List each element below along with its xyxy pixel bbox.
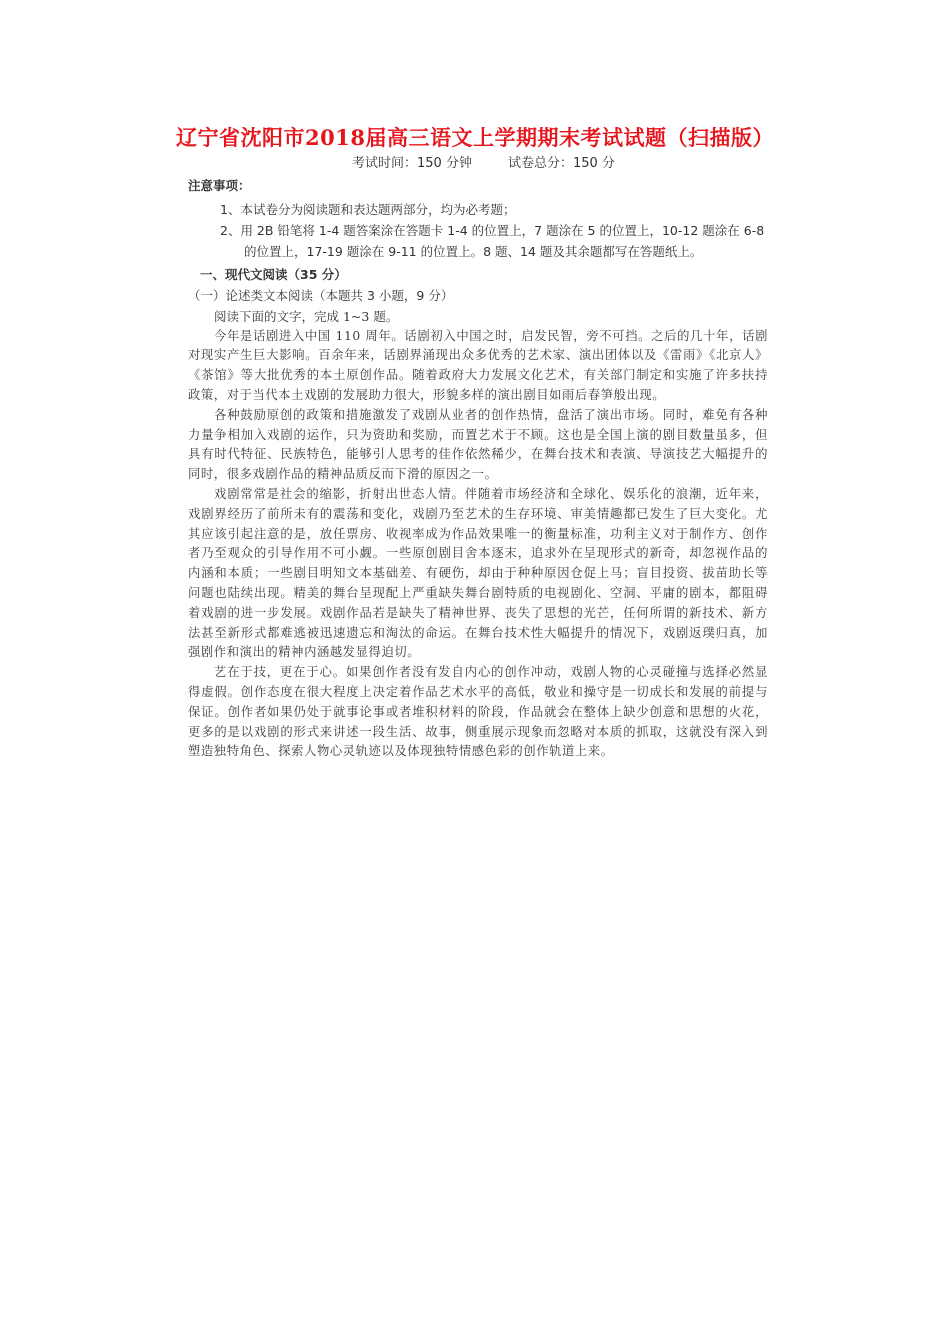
note-item: 1、本试卷分为阅读题和表达题两部分，均为必考题； xyxy=(220,201,516,217)
reading-instruction: 阅读下面的文字，完成 1~3 题。 xyxy=(214,308,399,324)
total-score: 试卷总分：150 分 xyxy=(507,156,615,171)
exam-time: 考试时间：150 分钟 xyxy=(352,156,472,171)
subsection-heading: （一）论述类文本阅读（本题共 3 小题，9 分） xyxy=(188,287,454,303)
passage-paragraph: 各种鼓励原创的政策和措施激发了戏剧从业者的创作热情，盘活了演出市场。同时，难免有各种力量争相加入戏剧的运作，只为资助和奖励，而置艺术于不顾。这也是全国上演的剧目数量虽多，但具有时代特征、民族特色，能够引人思考的佳作依然稀少，在舞台技术和表演、导演技艺大幅提升的同时，很多戏剧作品的精神品质反而下滑的原因之一。 xyxy=(188,407,768,482)
passage-paragraph: 今年是话剧进入中国 110 周年。话剧初入中国之时，启发民智，旁不可挡。之后的几十年，话剧对现实产生巨大影响。百余年来，话剧界涌现出众多优秀的艺术家、演出团体以及《雷雨》《北京人》《茶馆》等大批优秀的本土原创作品。随着政府大力发展文化艺术，有关部门制定和实施了许多扶持政策，对于当代本土戏剧的发展助力很大，形貌多样的演出剧目如雨后春笋般出现。 xyxy=(188,328,768,402)
passage-paragraph: 戏剧常常是社会的缩影，折射出世态人情。伴随着市场经济和全球化、娱乐化的浪潮，近年来，戏剧界经历了前所未有的震荡和变化，戏剧乃至艺术的生存环境、审美情趣都已发生了巨大变化。尤其应该引起注意的是，放任票房、收视率成为作品效果唯一的衡量标准，功利主义对于制作方、创作者乃至观众的引导作用不可小觑。一些原创剧目舍本逐末，追求外在呈现形式的新奇，却忽视作品的内涵和本质；一些剧目明知文本基础差、有硬伤，却由于种种原因仓促上马；盲目投资、拔苗助长等问题也陆续出现。精美的舞台呈现配上严重缺失舞台剧特质的电视剧化、空洞、平庸的剧本，都阻碍着戏剧的进一步发展。戏剧作品若是缺失了精神世界、丧失了思想的光芒，任何所谓的新技术、新方法甚至新形式都难逃被迅速遗忘和淘汰的命运。在舞台技术性大幅提升的情况下，戏剧返璞归真，加强剧作和演出的精神内涵越发显得迫切。 xyxy=(188,486,768,660)
note-item: 2、用 2B 铅笔将 1-4 题答案涂在答题卡 1-4 的位置上，7 题涂在 5 的位置上，10-12 题涂在 6-8 的位置上，17-19 题涂在 9-11 的位置上。8 题、14 题及其余题都写在答题纸上。 xyxy=(220,222,765,259)
notes-heading: 注意事项： xyxy=(188,178,251,193)
section-heading: 一、现代文阅读（35 分） xyxy=(200,266,347,282)
scanned-content xyxy=(188,176,768,762)
passage-paragraph: 艺在于技，更在于心。如果创作者没有发自内心的创作冲动，戏剧人物的心灵碰撞与选择必然显得虚假。创作态度在很大程度上决定着作品艺术水平的高低，敬业和操守是一切成长和发展的前提与保证。创作者如果仍处于就事论事或者堆积材料的阶段，作品就会在整体上缺少创意和思想的火花，更多的是以戏剧的形式来讲述一段生活、故事，侧重展示现象而忽略对本质的抓取，这就没有深入到塑造独特角色、探索人物心灵轨迹以及体现独特情感色彩的创作轨道上来。 xyxy=(188,665,768,759)
page-title: 辽宁省沈阳市2018届高三语文上学期期末考试试题（扫描版） xyxy=(176,125,774,150)
exam-info xyxy=(352,152,615,171)
